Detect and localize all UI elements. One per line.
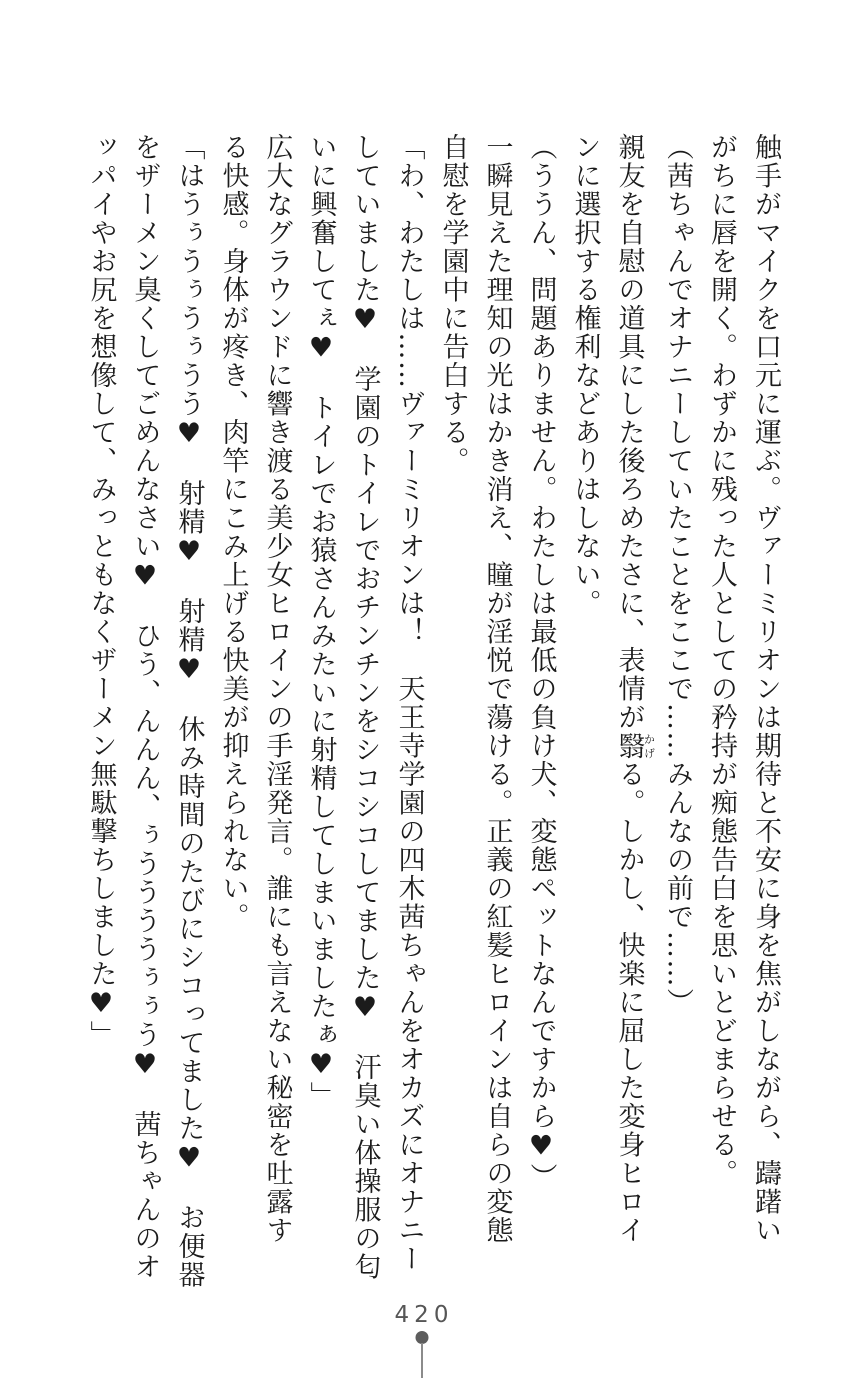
text-column-2: がちに唇を開く。わずかに残った人としての矜持が痴態告白を思いとどまらせる。 (706, 133, 737, 1188)
text-column-13: る快感。身体が疼き、肉竿にこみ上げる快美が抑えられない。 (217, 133, 249, 931)
text-column-9: 「わ、わたしは……ヴァーミリオンは！ 天王寺学園の四木茜ちゃんをオカズにオナニー (393, 133, 425, 1273)
text-column-4: 親友を自慰の道具にした後ろめたさに、表情が翳かげる。しかし、快楽に屈した変身ヒロイ (613, 133, 656, 1245)
text-column-5: ンに選択する権利などありはしない。 (569, 133, 601, 618)
text-column-8: 自慰を学園中に告白する。 (437, 133, 469, 475)
text-column-7: 一瞬見えた理知の光はかき消え、瞳が淫悦で蕩ける。正義の紅髪ヒロインは自らの変態 (481, 133, 513, 1245)
text-column-3: （茜ちゃんでオナニーしていたことをここで……みんなの前で……） (662, 133, 693, 1017)
text-block (79, 133, 788, 1293)
text-column-12: 広大なグラウンドに響き渡る美少女ヒロインの手淫発言。誰にも言えない秘密を吐露す (261, 133, 293, 1245)
furigana-ruby: 翳かげ (613, 731, 656, 760)
text-column-11: いに興奮してぇ♥ トイレでお猿さんみたいに射精してしまいましたぁ♥」 (305, 133, 337, 1110)
ornament-stem (421, 1343, 423, 1378)
page-number: 420 (394, 1302, 454, 1328)
text-column-15: をザーメン臭くしてごめんなさい♥ ひう、んんん、ぅううううぅぅう♥ 茜ちゃんのオ (129, 133, 161, 1281)
text-column-6: （ううん、問題ありません。わたしは最低の負け犬、変態ペットなんですから♥） (525, 133, 557, 1192)
text-column-1: 触手がマイクを口元に運ぶ。ヴァーミリオンは期待と不安に身を焦がしながら、躊躇い (750, 133, 781, 1245)
text-column-16: ッパイやお尻を想像して、みっともなくザーメン無駄撃ちしました♥」 (85, 133, 117, 1049)
text-column-10: していました♥ 学園のトイレでおチンチンをシコシコしてました♥ 汗臭い体操服の匂 (349, 133, 381, 1281)
text-column-14: 「はうぅうぅうぅうう♥ 射精♥ 射精♥ 休み時間のたびにシコってました♥ お便器 (173, 133, 205, 1289)
